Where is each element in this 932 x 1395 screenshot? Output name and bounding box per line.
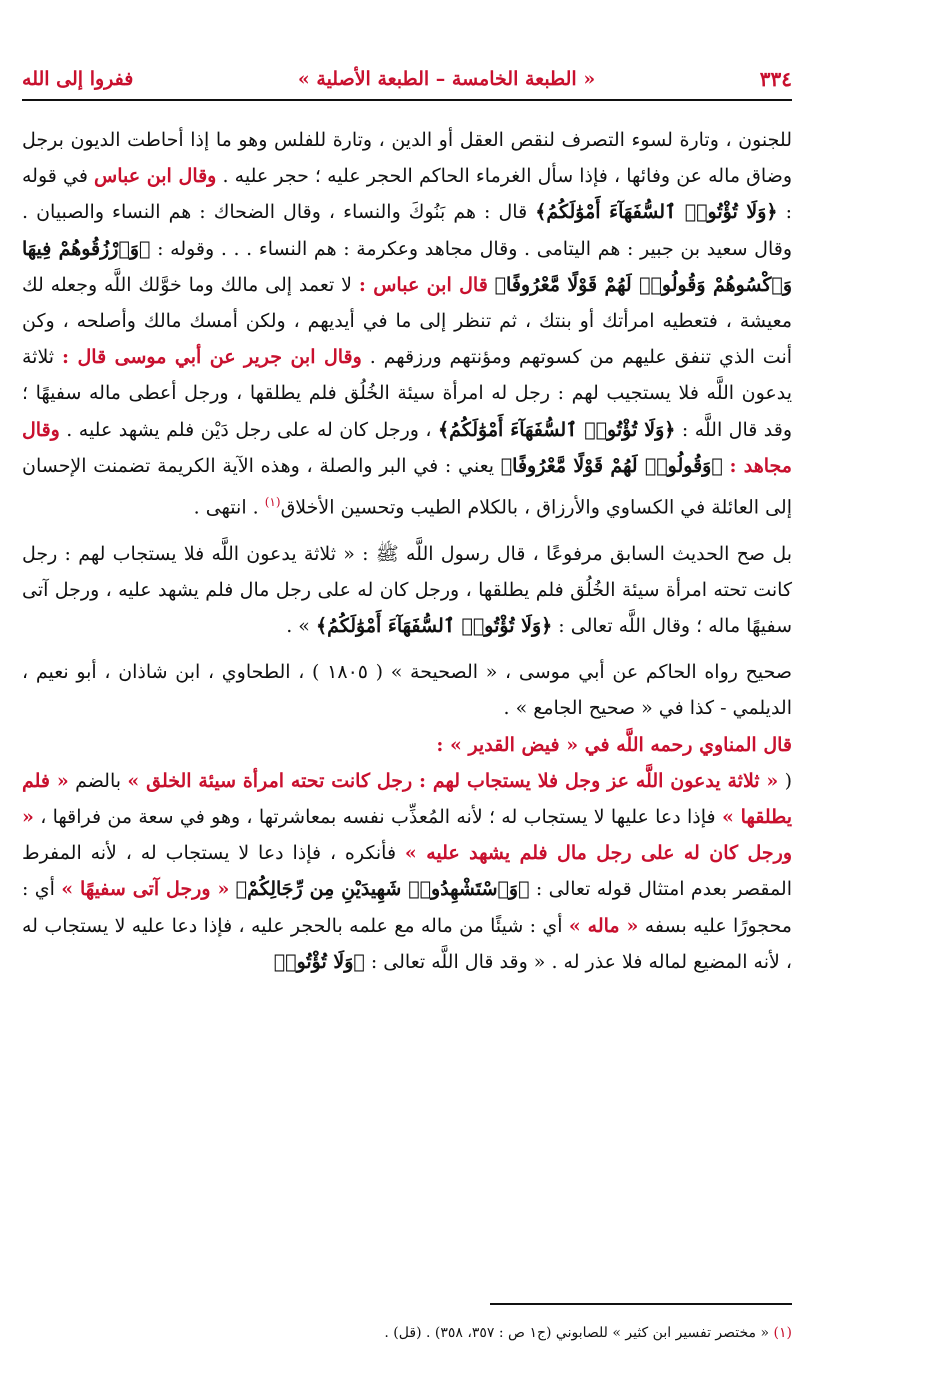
text: للجنون ، وتارة لسوء التصرف لنقص العقل أو الدين ، وتارة للفلس وهو ما إذا أحاطت الديون برجل وضاق ماله عن وفائها ، فإذا سأل الغرماء الحاكم الحجر عليه ؛ حجر عليه . — [22, 129, 793, 188]
page-body — [22, 122, 792, 980]
edition-label: « الطبعة الخامسة – الطبعة الأصلية » — [297, 68, 596, 90]
speaker-highlight: قال ابن عباس : — [358, 273, 488, 296]
hadith-highlight: « ثلاثة يدعون اللَّه عز وجل فلا يستجاب لهم : رجل كانت تحته امرأة سيئة الخلق » — [127, 769, 779, 792]
hadith-highlight: « ورجل آتى سفيهًا » — [61, 878, 230, 901]
hadith-highlight: « فلم يطلقها » — [22, 769, 793, 828]
hadith-highlight: « ماله » — [568, 914, 639, 937]
paragraph-1 — [22, 122, 792, 526]
text: فإذا دعا عليها لا يستجاب له ؛ لأنه المُعذِّب نفسه بمعاشرتها ، وهو في سعة من فراقها ، — [40, 805, 716, 828]
footnote-divider — [490, 1303, 792, 1305]
text: ( — [784, 769, 793, 792]
text: . انتهى . — [193, 496, 259, 519]
quran-verse: ﴿وَلَا تُؤْتُوا۟ — [273, 950, 365, 973]
speaker-highlight: وقال ابن عباس — [94, 165, 217, 188]
header-divider — [22, 99, 792, 101]
footnote-number: (١) — [773, 1325, 792, 1341]
text: أي : محجورًا عليه بسفه — [22, 878, 792, 937]
speaker-highlight: وقال مجاهد : — [22, 418, 792, 477]
footnote-reference[interactable]: (١) — [264, 495, 281, 510]
text: صحيح رواه الحاكم عن أبي موسى ، « الصحيحة » ( ١٨٠٥ ) ، الطحاوي ، ابن شاذان ، أبو نعيم ، الديلمي - كذا في « صحيح الجامع » . — [22, 661, 792, 720]
paragraph-5 — [22, 763, 792, 980]
footnote-text: « مختصر تفسير ابن كثير » للصابوني (ج١ ص : ٣٥٧، ٣٥٨) . (قل) . — [384, 1325, 770, 1341]
speaker-highlight: وقال ابن جرير عن أبي موسى قال : — [62, 346, 362, 369]
book-title: ففروا إلى الله — [22, 68, 134, 90]
text: فأنكره ، فإذا دعا لا يستجاب له ، لأنه المفرط المقصر بعدم امتثال قوله تعالى : — [22, 842, 793, 901]
paragraph-4 — [22, 727, 792, 763]
text: بالضم — [75, 769, 122, 792]
text: قال : هم بَنُوكَ والنساء ، وقال الضحاك : هم النساء والصبيان . وقال سعيد بن جبير : هم اليتامى . وقال مجاهد وعكرمة : هم النساء . . . وقوله : — [22, 201, 792, 260]
text: ثلاثة يدعون اللَّه فلا يستجيب لهم : رجل له امرأة سيئة الخُلُق فلم يطلقها ، ورجل أعطى ماله سفيهًا ؛ وقد قال اللَّه : — [22, 346, 792, 441]
quran-verse: ﴿وَقُولُوا۟ لَهُمْ قَوْلًا مَّعْرُوفًا﴾ — [500, 454, 723, 477]
text: يعني : في البر والصلة ، وهذه الآية الكريمة تضمنت الإحسان إلى العائلة في الكساوي والأرزاق ، بالكلام الطيب وتحسين الأخلاق — [22, 454, 792, 519]
quran-verse: ﴿وَلَا تُؤْتُوا۟ ٱلسُّفَهَآءَ أَمْوَٰلَكُمُ﴾ — [437, 418, 676, 441]
text: في قوله : — [22, 165, 792, 224]
paragraph-3 — [22, 654, 792, 726]
running-header — [22, 62, 792, 96]
text: بل صح الحديث السابق مرفوعًا ، قال رسول اللَّه ﷺ : « ثلاثة يدعون اللَّه فلا يستجاب لهم : رجل كانت تحته امرأة سيئة الخُلُق فلم يطلقها ، ورجل كان له على رجل مال فلم يشهد عليه ، ورجل آتى سفيهًا ماله ؛ وقال اللَّه تعالى : — [22, 542, 792, 637]
section-heading: قال المناوي رحمه اللَّه في « فيض القدير » : — [436, 733, 792, 756]
quran-verse: ﴿وَٱسْتَشْهِدُوا۟ شَهِيدَيْنِ مِن رِّجَالِكُمْ﴾ — [235, 878, 530, 901]
footnote — [22, 1322, 792, 1344]
text: » . — [286, 614, 310, 637]
hadith-highlight: « ورجل كان له على رجل مال فلم يشهد عليه » — [22, 805, 792, 865]
text: أي : شيئًا من ماله مع علمه بالحجر عليه ، فإذا دعا عليه لا يستجاب له ، لأنه المضيع لماله فلا عذر له . « وقد قال اللَّه تعالى : — [22, 914, 792, 973]
page-number: ٣٣٤ — [759, 67, 792, 91]
paragraph-2 — [22, 536, 792, 645]
text: لا تعمد إلى مالك وما خوَّلك اللَّه وجعله لك معيشة ، فتعطيه امرأتك أو بنتك ، ثم تنظر إلى ما في أيديهم ، ولكن أمسك مالك وأصلحه ، وكن أنت الذي تنفق عليهم من كسوتهم ومؤنتهم ورزقهم . — [22, 273, 793, 369]
quran-verse: ﴿وَلَا تُؤْتُوا۟ ٱلسُّفَهَآءَ أَمْوَٰلَكُمُ﴾ — [535, 201, 778, 224]
quran-verse: ﴿وَٱرْزُقُوهُمْ فِيهَا وَٱكْسُوهُمْ وَقُولُوا۟ لَهُمْ قَوْلًا مَّعْرُوفًا﴾ — [22, 237, 793, 296]
text: ، ورجل كان له على رجل دَيْن فلم يشهد عليه . — [66, 418, 432, 441]
quran-verse: ﴿وَلَا تُؤْتُوا۟ ٱلسُّفَهَآءَ أَمْوَٰلَكُمُ﴾ — [315, 614, 553, 637]
